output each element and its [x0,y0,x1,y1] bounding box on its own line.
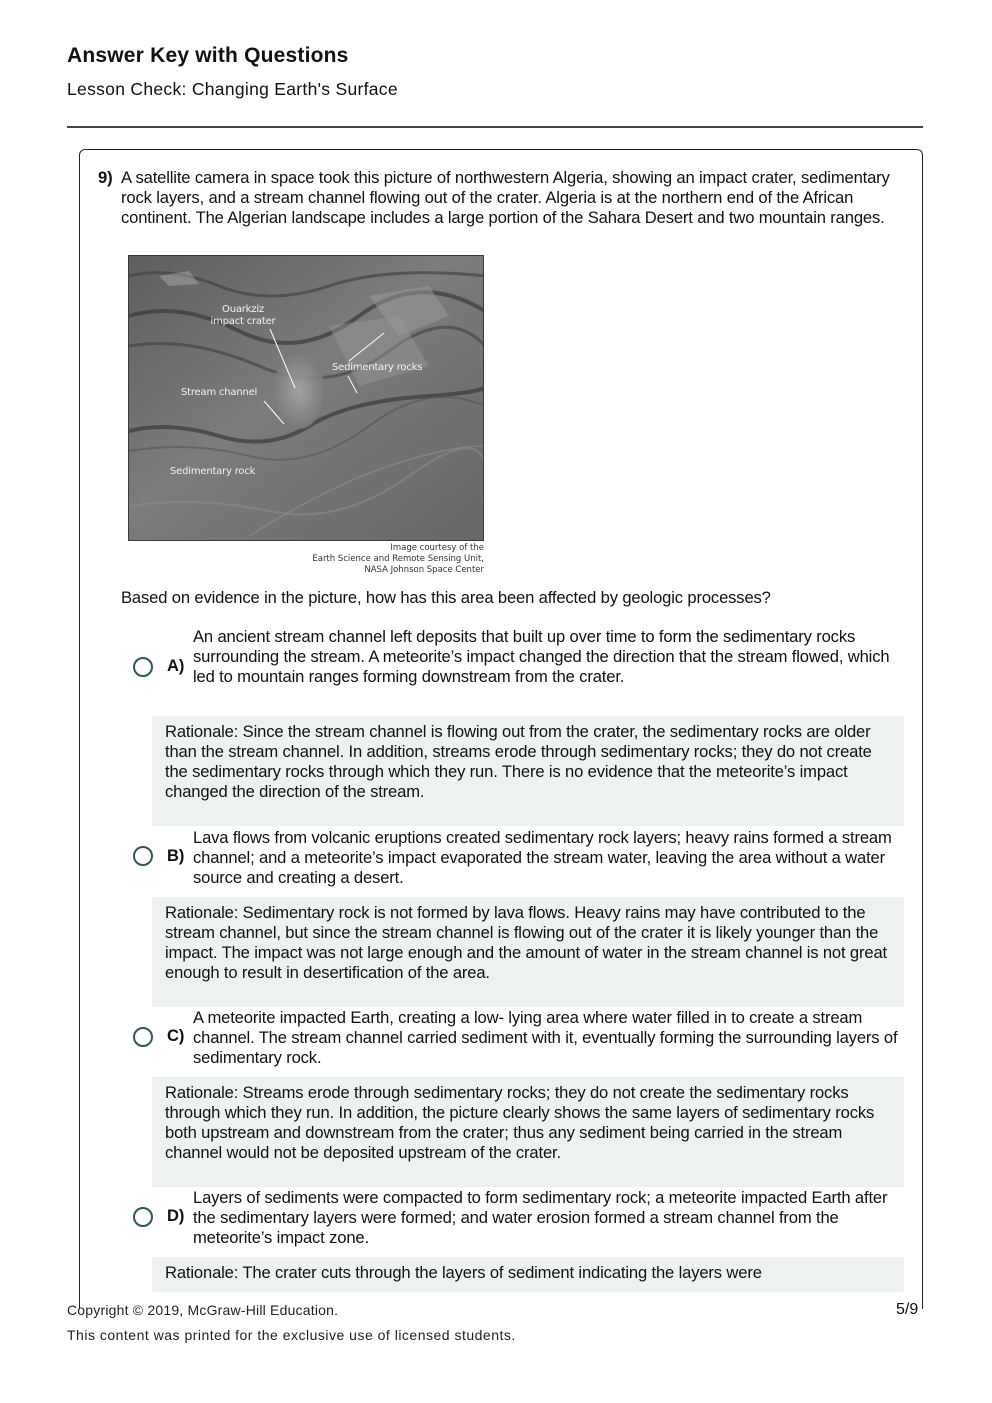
option-letter: A) [167,657,185,675]
credit-line-3: NASA Johnson Space Center [364,565,484,575]
page-number: 5/9 [896,1301,919,1318]
option-text: An ancient stream channel left deposits that built up over time to form the sedimentary rocks surrounding the stream. A meteorite’s impact changed the direction that the stream flowed, which led to mountain ranges forming downstream from the crater. [193,627,890,686]
radio-circle-icon[interactable] [133,657,153,677]
radio-circle-icon[interactable] [133,1207,153,1227]
credit-line-2: Earth Science and Remote Sensing Unit, [312,554,484,564]
option-letter: B) [167,847,185,865]
lesson-subtitle: Lesson Check: Changing Earth's Surface [67,79,398,99]
document-title: Answer Key with Questions [67,44,349,67]
rationale-b: Rationale: Sedimentary rock is not formed by lava flows. Heavy rains may have contributed to the stream channel, but since the stream channel is flowing out of the crater it is likely younger than the impact. The impact was not large enough and the amount of water in the stream channel is not great enough to result in desertification of the area. [152,897,904,1007]
label-sedimentary-rocks: Sedimentary rocks [332,362,423,373]
question-text: A satellite camera in space took this picture of northwestern Algeria, showing an impact crater, sedimentary rock layers, and a stream channel flowing out of the crater. Algeria is at the northern end of the African continent. The Algerian landscape includes a large portion of the Sahara Desert and two mountain ranges. [121,168,890,227]
option-letter: D) [167,1207,185,1225]
license-notice: This content was printed for the exclusive use of licensed students. [67,1327,516,1343]
label-stream-channel: Stream channel [181,387,258,398]
question-number: 9) [98,168,113,187]
rationale-c: Rationale: Streams erode through sedimentary rocks; they do not create the sedimentary rocks through which they run. In addition, the picture clearly shows the same layers of sedimentary rocks both upstream and downstream from the crater; thus any sediment being carried in the stream channel would not be deposited upstream of the crater. [152,1077,904,1187]
radio-circle-icon[interactable] [133,1027,153,1047]
label-crater-line1: Ouarkziz [222,304,264,315]
option-text: Lava flows from volcanic eruptions created sedimentary rock layers; heavy rains formed a stream channel; and a meteorite’s impact evaporated the stream water, leaving the area without a water source and creating a desert. [193,828,892,887]
rationale-a: Rationale: Since the stream channel is flowing out from the crater, the sedimentary rocks are older than the stream channel. In addition, streams erode through sedimentary rocks; they do not create the sedimentary rocks through which they run. There is no evidence that the meteorite’s impact changed the direction of the stream. [152,716,904,826]
credit-line-1: Image courtesy of the [390,543,484,553]
label-sedimentary-rock: Sedimentary rock [170,466,256,477]
option-text: A meteorite impacted Earth, creating a low- lying area where water filled in to create a stream channel. The stream channel carried sediment with it, eventually forming the surrounding layers of sedimentary rock. [193,1008,898,1067]
question-stem [98,168,908,228]
option-text: Layers of sediments were compacted to form sedimentary rock; a meteorite impacted Earth after the sedimentary layers were formed; and water erosion formed a stream channel from the meteorite’s impact zone. [193,1188,888,1247]
rationale-d: Rationale: The crater cuts through the layers of sediment indicating the layers were [152,1257,904,1292]
radio-circle-icon[interactable] [133,846,153,866]
copyright-notice: Copyright © 2019, McGraw-Hill Education. [67,1302,339,1318]
image-credit [300,543,484,576]
option-letter: C) [167,1027,185,1045]
question-prompt: Based on evidence in the picture, how has this area been affected by geologic processes? [121,588,771,607]
header-divider [67,126,923,128]
satellite-image [128,255,484,541]
label-crater [203,304,283,328]
label-crater-line2: impact crater [210,316,276,327]
